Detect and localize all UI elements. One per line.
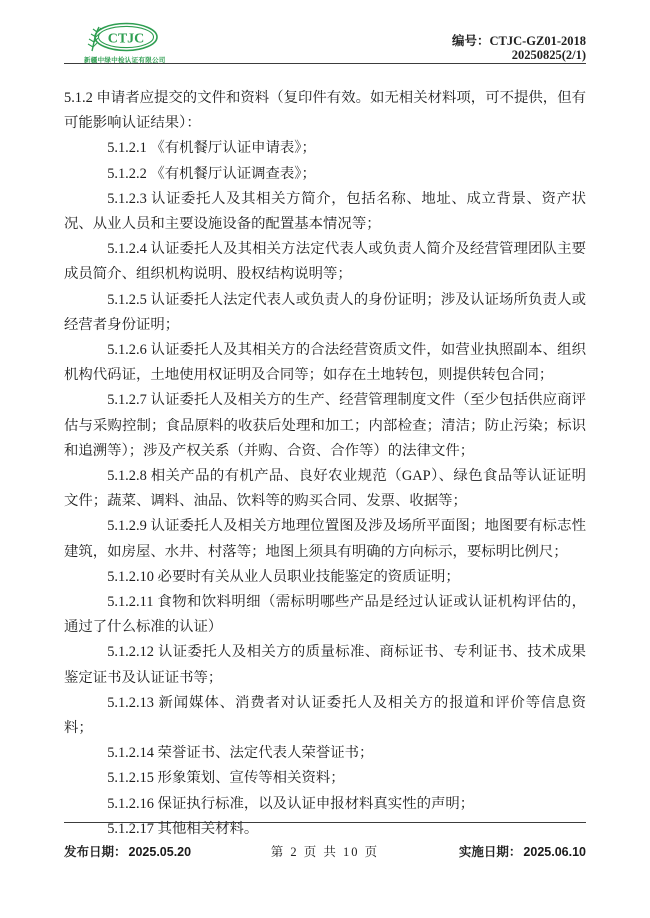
doc-paragraph: 5.1.2.5 认证委托人法定代表人或负责人的身份证明；涉及认证场所负责人或经营者身份证明； xyxy=(64,291,586,333)
implementation-date-label: 实施日期： xyxy=(458,845,522,859)
doc-paragraph: 5.1.2.9 认证委托人及相关方地理位置图及涉及场所平面图；地图要有标志性建筑，如房屋、水井、村落等；地图上须具有明确的方向标示，要标明比例尺； xyxy=(64,518,586,560)
document-footer xyxy=(64,822,586,860)
doc-number-value: CTJC-GZ01-2018 xyxy=(489,34,586,48)
logo-acronym: CTJC xyxy=(107,31,145,47)
doc-paragraph: 5.1.2.16 保证执行标准，以及认证申报材料真实性的声明； xyxy=(107,795,475,812)
page-indicator: 第 2 页 共 10 页 xyxy=(270,845,380,859)
release-date-value: 2025.05.20 xyxy=(128,845,192,859)
doc-paragraph: 5.1.2.15 形象策划、宣传等相关资料； xyxy=(107,770,345,787)
ctjc-logo-icon xyxy=(84,22,160,54)
document-header xyxy=(64,22,586,64)
doc-paragraph: 5.1.2.17 其他相关材料。 xyxy=(107,820,259,837)
doc-paragraph: 5.1.2.13 新闻媒体、消费者对认证委托人及相关方的报道和评价等信息资料； xyxy=(64,694,586,737)
implementation-date xyxy=(459,842,586,860)
doc-paragraph: 5.1.2.11 食物和饮料明细（需标明哪些产品是经过认证或认证机构评估的，通过了什么标准的认证） xyxy=(64,594,586,636)
doc-paragraph: 5.1.2.6 认证委托人及其相关方的合法经营资质文件，如营业执照副本、组织机构代码证，土地使用权证明及合同等；如存在土地转包，则提供转包合同； xyxy=(64,342,586,384)
doc-paragraph: 5.1.2.7 认证委托人及相关方的生产、经营管理制度文件（至少包括供应商评估与采购控制；食品原料的收获后处理和加工；内部检查；清洁；防止污染；标识和追溯等）；涉及产权关系（并购、合资、合作等）的法律文件； xyxy=(64,392,586,459)
document-body xyxy=(64,86,586,842)
doc-number-block xyxy=(452,34,586,64)
release-date-label: 发布日期： xyxy=(64,845,127,859)
doc-paragraph: 5.1.2.14 荣誉证书、法定代表人荣誉证书； xyxy=(107,745,374,762)
doc-number-label: 编号： xyxy=(451,34,490,48)
doc-paragraph: 5.1.2.1 《有机餐厅认证申请表》； xyxy=(107,140,316,157)
company-logo xyxy=(84,22,194,64)
doc-paragraph: 5.1.2 申请者应提交的文件和资料（复印件有效。如无相关材料项，可不提供，但有可能影响认证结果）： xyxy=(64,90,586,132)
doc-paragraph: 5.1.2.8 相关产品的有机产品、良好农业规范（GAP）、绿色食品等认证证明文件；蔬菜、调料、油品、饮料等的购买合同、发票、收据等； xyxy=(64,468,586,510)
doc-paragraph: 5.1.2.4 认证委托人及其相关方法定代表人或负责人简介及经营管理团队主要成员简介、组织机构说明、股权结构说明等； xyxy=(64,241,586,283)
doc-paragraph: 5.1.2.3 认证委托人及其相关方简介，包括名称、地址、成立背景、资产状况、从业人员和主要设施设备的配置基本情况等； xyxy=(64,190,586,233)
company-name: 新疆中绿中检认证有限公司 xyxy=(84,57,166,64)
doc-number-line xyxy=(452,34,586,48)
doc-paragraph: 5.1.2.10 必要时有关从业人员职业技能鉴定的资质证明； xyxy=(107,568,460,585)
doc-paragraph: 5.1.2.2 《有机餐厅认证调查表》； xyxy=(107,165,316,182)
release-date xyxy=(64,842,191,860)
doc-paragraph: 5.1.2.12 认证委托人及相关方的质量标准、商标证书、专利证书、技术成果鉴定证书及认证证书等； xyxy=(64,644,586,686)
implementation-date-value: 2025.06.10 xyxy=(523,845,586,859)
doc-version-line: 20250825(2/1) xyxy=(511,48,586,62)
